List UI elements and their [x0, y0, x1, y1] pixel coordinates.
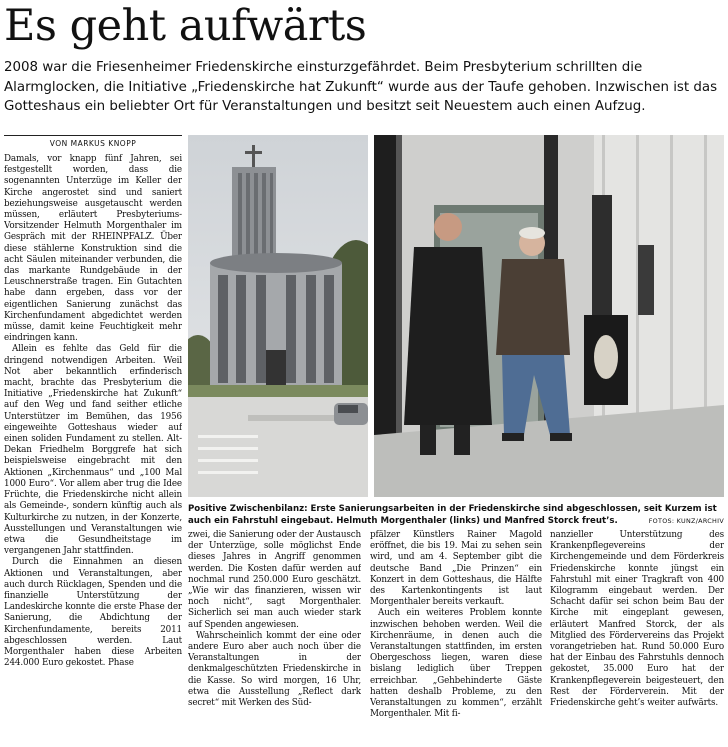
photo-credit: FOTOS: KUNZ/ARCHIV: [648, 517, 724, 525]
paragraph: Allein es fehlte das Geld für die dringend notwendigen Arbeiten. Weil Not aber bekanntlich erfinderisch macht, brachte das Presbyterium die Initiative „Friedenskirche hat Zukunft“ auf den Weg und fand seither etliche Unterstützer im Bemühen, das 1956 eingeweihte Gotteshaus wieder auf einen soliden Fundament zu stellen. Alt-Dekan Friedhelm Borggrefe hat sich beispielsweise eingebracht mit den Aktionen „Kirchenmaus“ und „100 Mal 1000 Euro“. Vor allem aber trug die Idee Früchte, die Friedenskirche nicht allein als Gemeinde-, sondern künftig auch als Kulturkirche zu nutzen, in der Konzerte, Ausstellungen und Veranstaltungen wie etwa die Gesundheitstage im vergangenen Jahr stattfinden.: [4, 344, 182, 557]
column-3: [370, 530, 542, 746]
paragraph: Auch ein weiteres Problem konnte inzwischen behoben werden. Weil die Kirchenräume, in denen auch die Veranstaltungen stattfinden, im ersten Obergeschoss liegen, waren diese bislang lediglich über Treppen erreichbar. „Gehbehinderte Gäste hatten deshalb Probleme, zu den Veranstaltungen zu kommen“, erzählt Morgenthaler. Mit fi-: [370, 608, 542, 720]
paragraph: Wahrscheinlich kommt der eine oder andere Euro aber auch noch über die Veranstaltungen in der denkmalgeschützten Friedenskirche in die Kasse. So wird morgen, 16 Uhr, etwa die Ausstellung „Reflect dark secret“ mit Werken des Süd-: [188, 630, 361, 709]
paragraph: Durch die Einnahmen an diesen Aktionen und Veranstaltungen, aber auch durch Rücklagen, Spenden und die finanzielle Unterstützung der Landeskirche konnte die erste Phase der Sanierung, die Abdichtung der Kirchenfundamente, bereits 2011 abgeschlossen werden. Laut Morgenthaler haben diese Arbeiten 244.000 Euro gekostet. Phase: [4, 557, 182, 669]
headline: Es geht aufwärts: [4, 1, 367, 51]
paragraph: zwei, die Sanierung oder der Austausch der Unterzüge, solle möglichst Ende dieses Jahres in Angriff genommen werden. Die Kosten dafür werden auf nochmal rund 250.000 Euro geschätzt. „Wie wir das finanzieren, wissen wir noch nicht“, sagt Morgenthaler. Sicherlich sei man auch wieder stark auf Spenden angewiesen.: [188, 530, 361, 630]
photo-caption: Positive Zwischenbilanz: Erste Sanierungsarbeiten in der Friedenskirche sind abgeschlossen, seit Kurzem ist auch ein Fahrstuhl eingebaut. Helmuth Morgenthaler (links) und Manfred Storck freut’s.: [188, 504, 717, 526]
byline: VON MARKUS KNOPP: [4, 135, 182, 148]
paragraph: nanzieller Unterstützung des Krankenpflegevereins der Kirchengemeinde und dem Förderkreis Friedenskirche konnte jüngst ein Fahrstuhl mit einer Tragkraft von 400 Kilogramm eingebaut werden. Der Schacht dafür sei schon beim Bau der Kirche mit eingeplant gewesen, erläutert Manfred Storck, der als Mitglied des Fördervereins das Projekt vorangetrieben hat. Rund 50.000 Euro hat der Einbau des Fahrstuhls dennoch gekostet, 35.000 Euro hat der Krankenpflegeverein beigesteuert, den Rest der Förderverein. Mit der Friedenskirche geht’s weiter aufwärts.: [550, 530, 724, 709]
column-2: [188, 530, 361, 746]
column-1: [4, 154, 182, 746]
column-4: [550, 530, 724, 746]
paragraph: pfälzer Künstlers Rainer Magold eröffnet, die bis 19. Mai zu sehen sein wird, und am 4. September gibt die deutsche Band „Die Prinzen“ ein Konzert in dem Gotteshaus, die Hälfte des Kartenkontingents ist laut Morgenthaler bereits verkauft.: [370, 530, 542, 608]
interior-people-photo: [374, 135, 724, 497]
paragraph: Damals, vor knapp fünf Jahren, sei festgestellt worden, dass die sogenannten Unterzüge im Keller der Kirche angerostet sind und saniert beziehungsweise ausgetauscht werden müssen, erläutert Presbyteriums-Vorsitzender Helmuth Morgenthaler im Gespräch mit der RHEINPFALZ. Über diese stählerne Konstruktion sind die acht Säulen miteinander verbunden, die das markante Rundgebäude in der Leuschnerstraße tragen. Ein Gutachten habe dann ergeben, dass vor der eigentlichen Sanierung zunächst das Kirchenfundament abgedichtet werden müsse, damit keine Feuchtigkeit mehr eindringen kann.: [4, 154, 182, 344]
lede: 2008 war die Friesenheimer Friedenskirche einsturzgefährdet. Beim Presbyterium schrillten die Alarmglocken, die Initiative „Friedenskirche hat Zukunft“ wurde aus der Taufe gehoben. Inzwischen ist das Gotteshaus ein beliebter Ort für Veranstaltungen und besitzt seit Neuestem auch einen Aufzug.: [4, 60, 718, 114]
church-exterior-photo: [188, 135, 368, 497]
